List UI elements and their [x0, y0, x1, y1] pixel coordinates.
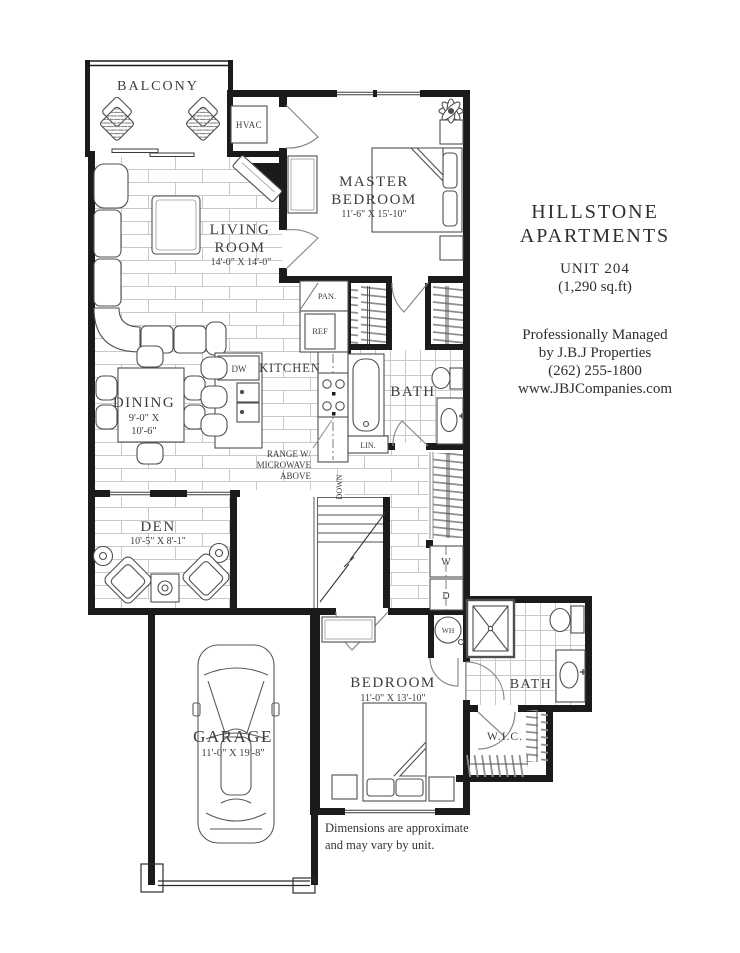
dining-dims1: 9'-0" X	[128, 413, 160, 424]
managed-by-line2: by J.B.J Properties	[538, 345, 652, 361]
bed-icon	[363, 703, 426, 801]
bedroom-label: BEDROOM	[350, 675, 436, 691]
bathtub-icon	[348, 354, 384, 436]
sink-vanity-icon	[437, 398, 464, 444]
den-label: DEN	[140, 519, 176, 535]
balcony-rail	[85, 61, 233, 66]
wic-label: W.I.C.	[487, 731, 523, 743]
unit-number: UNIT 204	[560, 261, 630, 277]
dishwasher-label: DW	[231, 364, 247, 374]
range-note1: RANGE W/	[266, 449, 311, 459]
bar-stool-icon	[201, 386, 227, 408]
disclaimer-line1: Dimensions are approximate	[325, 821, 469, 835]
property-title-line2: APARTMENTS	[519, 225, 671, 247]
kitchen-counter	[318, 352, 348, 462]
managed-by-line1: Professionally Managed	[522, 327, 668, 343]
sliding-door	[112, 149, 194, 157]
master-closet-left	[351, 286, 386, 344]
bar-stool-icon	[201, 414, 227, 436]
nightstand-icon	[440, 236, 463, 260]
bedroom-furniture	[322, 617, 464, 801]
hvac-door	[286, 105, 318, 148]
plant-icon	[439, 99, 463, 123]
toilet-icon	[432, 368, 463, 390]
range-note3: ABOVE	[280, 471, 311, 481]
garage-detail	[141, 645, 315, 893]
bath-second-label: BATH	[509, 677, 553, 692]
garage-door	[158, 881, 310, 886]
range-note2: MICROWAVE	[256, 460, 311, 470]
master-entry-door	[286, 230, 318, 269]
bath-main-label: BATH	[390, 384, 436, 400]
lamp-icon	[94, 547, 113, 566]
bedroom-dims: 11'-0" X 13'-10"	[360, 693, 426, 704]
pantry-label: PAN.	[317, 291, 337, 301]
master-bedroom-label1: MASTER	[339, 174, 409, 190]
den-table-icon	[151, 574, 179, 602]
dining-chair-icon	[137, 443, 163, 464]
living-room-label2: ROOM	[214, 240, 266, 256]
phone-number: (262) 255-1800	[548, 363, 642, 379]
hall-floor-upper	[345, 450, 428, 497]
dining-dims2: 10'-6"	[131, 426, 157, 437]
washer-label: W	[441, 557, 451, 568]
balcony-label: BALCONY	[117, 79, 199, 94]
stairs	[314, 497, 385, 608]
dryer-label: D	[442, 591, 450, 602]
coffee-table-icon	[152, 196, 200, 254]
water-heater-label: WH	[441, 626, 455, 635]
kitchen-label: KITCHEN	[259, 361, 321, 375]
dresser-icon	[322, 617, 375, 642]
laundry-hall-closet	[430, 452, 463, 539]
unit-area: (1,290 sq.ft)	[558, 279, 632, 295]
shower-icon	[467, 600, 514, 657]
info-panel	[500, 200, 690, 398]
hall-floor-lower	[390, 497, 428, 608]
website: www.JBJCompanies.com	[517, 381, 673, 397]
living-room-label1: LIVING	[209, 222, 271, 238]
master-closet-right	[431, 286, 463, 344]
linen-label: LIN.	[360, 441, 376, 450]
garage-dims: 11'-0" X 19'-8"	[201, 748, 265, 759]
garage-label: GARAGE	[193, 727, 273, 746]
master-bedroom-dims: 11'-6" X 15'-10"	[341, 209, 407, 220]
nightstand-icon	[440, 120, 463, 144]
refrigerator-label: REF	[312, 326, 328, 336]
hall-door	[392, 283, 428, 312]
nightstand-icon	[332, 775, 357, 799]
sink-vanity-icon	[556, 650, 586, 702]
den-dims: 10'-5" X 8'-1"	[130, 536, 186, 547]
wic-hanging	[466, 710, 548, 777]
property-title-line1: HILLSTONE	[531, 201, 659, 223]
bar-stool-icon	[201, 357, 227, 379]
dining-label: DINING	[112, 395, 176, 411]
living-room-dims: 14'-0" X 14'-0"	[210, 257, 272, 268]
dresser-icon	[288, 156, 317, 213]
disclaimer-note	[325, 820, 469, 854]
stairs-down-label: DOWN	[335, 474, 344, 500]
master-bedroom-label2: BEDROOM	[331, 192, 417, 208]
nightstand-icon	[429, 777, 454, 801]
hvac-label: HVAC	[235, 120, 263, 130]
dining-chair-icon	[137, 346, 163, 367]
disclaimer-line2: and may vary by unit.	[325, 838, 435, 852]
